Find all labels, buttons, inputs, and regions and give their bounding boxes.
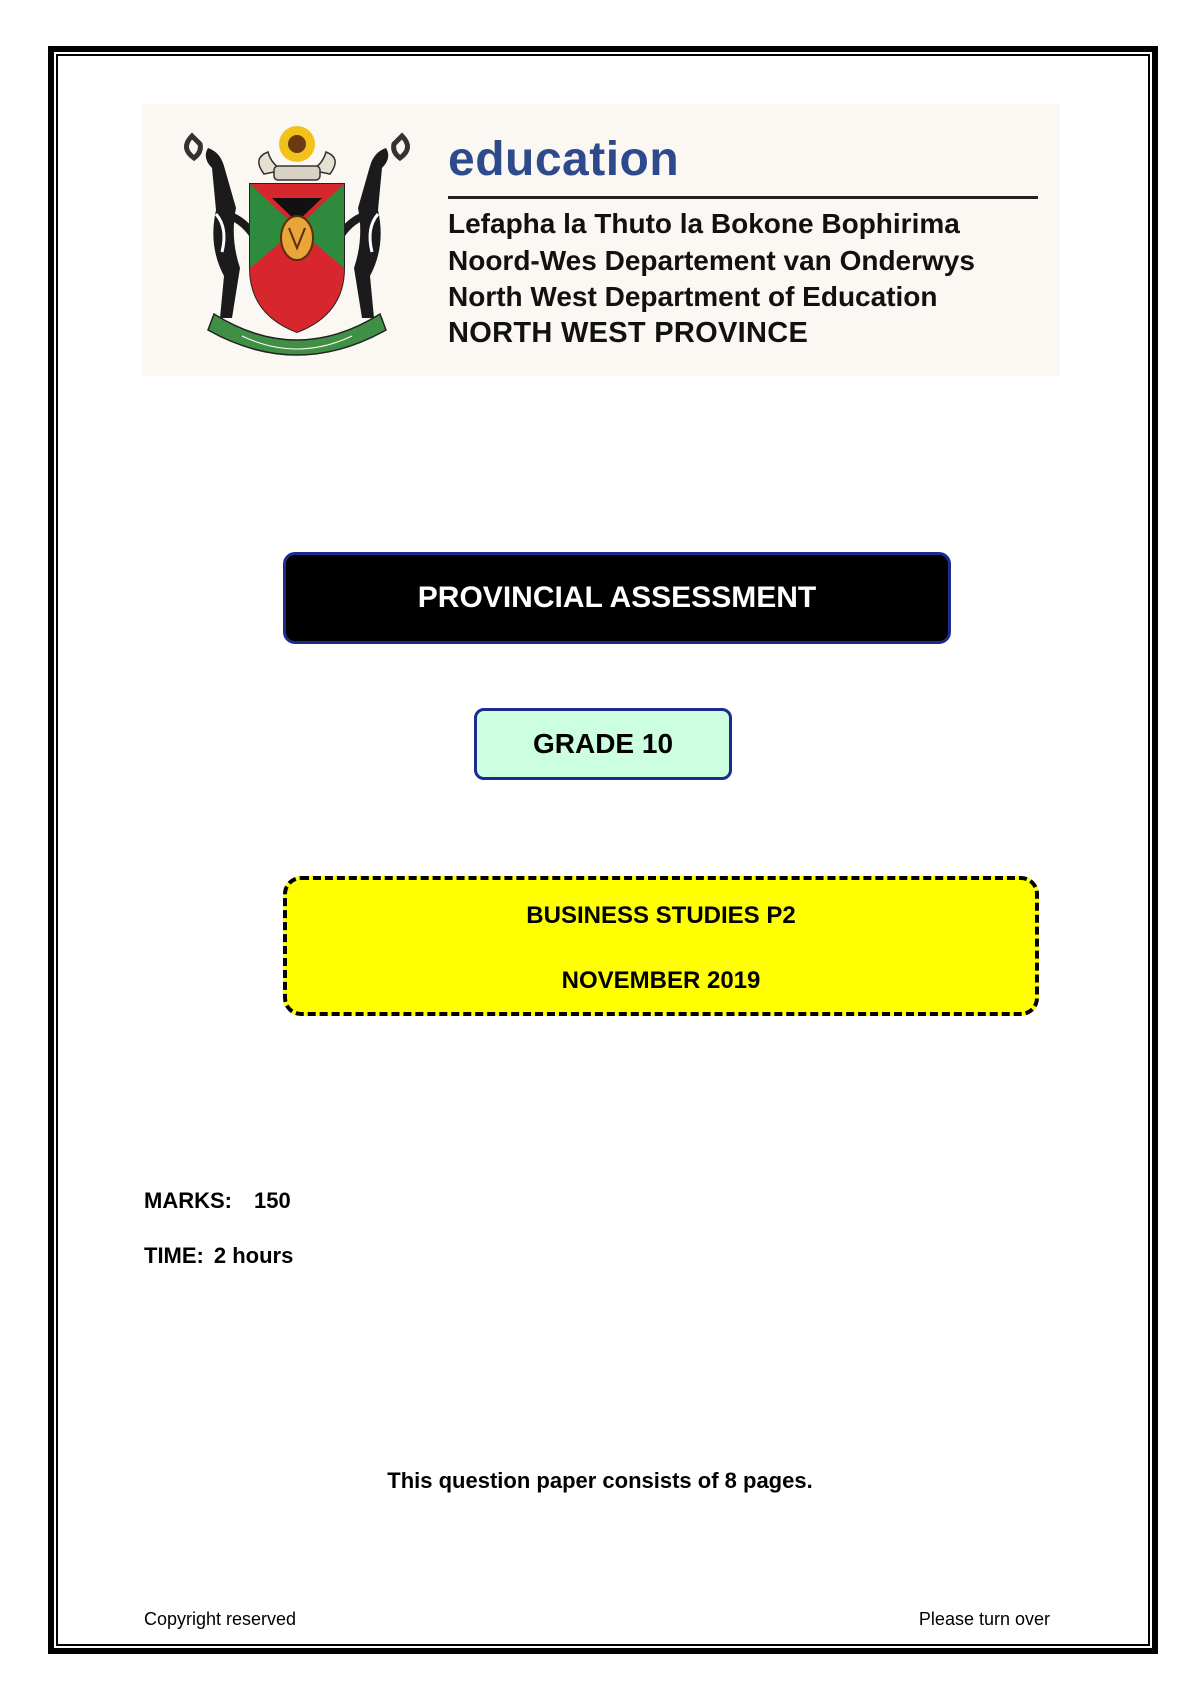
time-value: 2 hours (213, 1243, 294, 1268)
sunflower-icon (279, 126, 315, 162)
province-name: NORTH WEST PROVINCE (448, 317, 809, 349)
assessment-title: PROVINCIAL ASSESSMENT (417, 581, 817, 614)
brand-rule (448, 196, 1038, 199)
dept-line-english: North West Department of Education (448, 281, 938, 312)
footer-turn-over: Please turn over (918, 1609, 1050, 1629)
brand-word: education (448, 133, 680, 186)
grade-label: GRADE 10 (532, 728, 674, 759)
subject-session: NOVEMBER 2019 (561, 967, 761, 994)
shield-icon (250, 184, 344, 332)
antelope-right-icon (340, 136, 408, 318)
subject-box (283, 876, 1039, 1016)
marks-line (144, 1188, 291, 1214)
footer-copyright: Copyright reserved (144, 1609, 297, 1629)
marks-value: 150 (254, 1188, 291, 1213)
assessment-title-box (283, 552, 951, 644)
letterhead (142, 104, 1060, 376)
time-label: TIME: (144, 1243, 204, 1268)
time-line (144, 1243, 293, 1269)
subject-paper: BUSINESS STUDIES P2 (526, 902, 796, 929)
antelope-left-icon (186, 136, 254, 318)
pages-note: This question paper consists of 8 pages. (387, 1468, 813, 1493)
dept-line-setswana: Lefapha la Thuto la Bokone Bophirima (448, 208, 960, 239)
marks-label: MARKS: (144, 1188, 232, 1213)
dept-line-afrikaans: Noord-Wes Departement van Onderwys (448, 245, 975, 276)
coat-of-arms-icon (172, 118, 422, 358)
grade-box (474, 708, 732, 780)
